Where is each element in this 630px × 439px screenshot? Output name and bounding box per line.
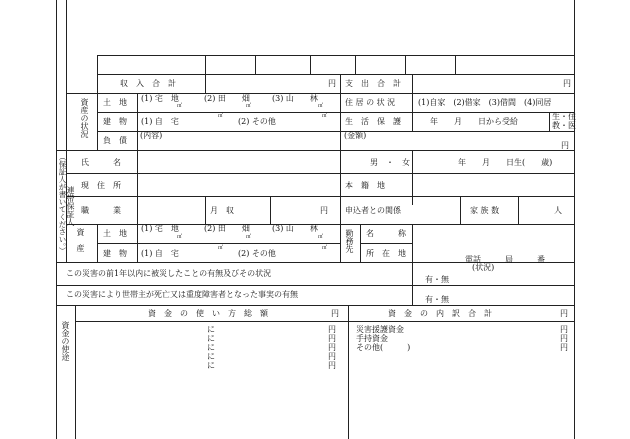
guarantor-assets-label: 資 産 [76,228,85,252]
funds-use-row-yen: 円 [328,361,336,370]
guarantor-building-area-unit-1: ㎡ [218,245,224,251]
liabilities-label: 負 債 [103,136,127,145]
funds-use-row: に [207,325,215,334]
disaster-status-label: (状況) [472,263,495,272]
guarantor-land-area-unit-1: ㎡ [177,234,183,240]
building-option-home: (1) 自 宅 [141,117,179,126]
funds-usage-total-label: 資 金 の 使 い 方 総 額 [148,309,268,318]
land-option-forest: (3) 山 林 [272,94,318,103]
welfare-type-line2[interactable]: 教・医 [552,121,576,130]
occupation-label: 職 業 [81,206,121,215]
welfare-label: 生 活 保 護 [345,117,401,126]
monthly-income-yen-unit: 円 [320,206,328,215]
guarantor-land-area-unit-2: ㎡ [246,234,252,240]
sex-selector[interactable]: 男 ・ 女 [370,158,410,167]
guarantor-land-area-unit-3: ㎡ [318,234,324,240]
funds-breakdown-total-label: 資 金 の 内 訳 合 計 [388,309,492,318]
liabilities-yen-unit: 円 [561,141,569,150]
funds-use-row-yen: 円 [328,325,336,334]
workplace-phone-label: 電話 局 番 [465,255,545,264]
address-label: 現 住 所 [81,181,121,190]
guarantor-land-option-forest: (3) 山 林 [272,224,318,233]
guarantor-land-option-farmland: (2) 田 畑 [204,224,250,233]
monthly-income-label: 月 収 [210,206,234,215]
liabilities-amount-label: (金額) [344,131,367,140]
income-total-label: 収 入 合 計 [120,79,176,88]
guarantor-building-option-other: (2) その他 [238,249,276,258]
workplace-address-label: 所 在 地 [366,249,406,258]
prior-disaster-answer[interactable]: 有・無 [425,275,449,284]
income-yen-unit: 円 [328,79,336,88]
funds-breakdown-total-yen: 円 [560,309,568,318]
funds-section-label: 資金の使途 [61,321,70,361]
funds-use-row: に [207,361,215,370]
funds-use-row-yen: 円 [328,334,336,343]
guarantor-land-label: 土 地 [103,229,127,238]
registry-label: 本 籍 地 [345,181,385,190]
land-option-farmland: (2) 田 畑 [204,94,250,103]
housing-label: 住 居 の 状 況 [345,98,396,107]
death-disability-answer[interactable]: 有・無 [425,295,449,304]
funds-use-row: に [207,352,215,361]
building-area-unit-1: ㎡ [218,113,224,119]
funds-usage-total-yen: 円 [331,309,339,318]
welfare-type-line1[interactable]: 生・住 [552,112,576,121]
family-size-unit: 人 [554,206,562,215]
expense-total-label: 支 出 合 計 [345,79,401,88]
guarantor-land-option-residential: (1) 宅 地 [141,224,179,233]
housing-options[interactable]: (1)自家 (2)借家 (3)借間 (4)同居 [418,98,552,107]
death-disability-question: この災害により世帯主が死亡又は重度障害者となった事実の有無 [66,290,298,299]
assets-section-label: 資産の状況 [80,98,89,138]
guarantor-section-label: 連帯保証人 [66,186,75,226]
funds-breakdown-row-yen: 円 [560,334,568,343]
workplace-name-label: 名 称 [366,229,406,238]
land-area-unit-1: ㎡ [177,103,183,109]
workplace-label: 勤務先 [345,229,354,253]
birth-date[interactable]: 年 月 日生( 歳) [458,158,553,167]
funds-use-row: に [207,343,215,352]
building-option-other: (2) その他 [238,117,276,126]
liabilities-content-label: (内容) [140,131,163,140]
name-label: 氏 名 [81,158,121,167]
family-size-label: 家 族 数 [470,206,500,215]
funds-breakdown-row-yen: 円 [560,325,568,334]
funds-breakdown-row: 手持資金 [356,334,388,343]
funds-use-row-yen: 円 [328,352,336,361]
land-area-unit-3: ㎡ [318,103,324,109]
land-area-unit-2: ㎡ [246,103,252,109]
funds-breakdown-row: 災害援護資金 [356,325,404,334]
prior-disaster-question: この災害の前1年以内に被災したことの有無及びその状況 [66,269,272,278]
guarantor-building-option-home: (1) 自 宅 [141,249,179,258]
funds-use-row: に [207,334,215,343]
land-label: 土 地 [103,98,127,107]
relationship-label: 申込者との関係 [345,206,401,215]
expense-yen-unit: 円 [563,79,571,88]
funds-breakdown-row: その他( ) [356,343,411,352]
welfare-start-date[interactable]: 年 月 日から受給 [430,117,518,126]
land-option-residential: (1) 宅 地 [141,94,179,103]
building-label: 建 物 [103,117,127,126]
funds-use-row-yen: 円 [328,343,336,352]
guarantor-instruction: （保証人が書いてください。） [58,153,67,255]
funds-breakdown-row-yen: 円 [560,343,568,352]
guarantor-building-area-unit-2: ㎡ [322,245,328,251]
guarantor-building-label: 建 物 [103,249,127,258]
building-area-unit-2: ㎡ [322,113,328,119]
